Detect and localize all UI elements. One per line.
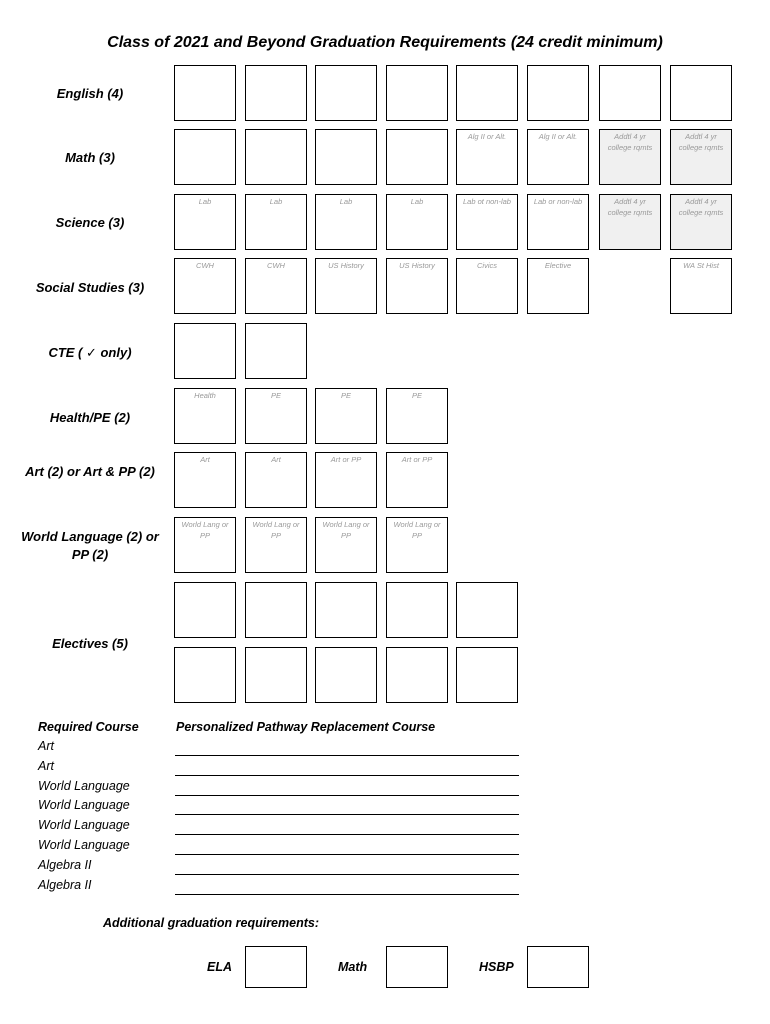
required-course-item: Algebra II: [38, 857, 92, 872]
elective-box[interactable]: [386, 582, 448, 638]
credit-box[interactable]: [456, 129, 518, 185]
credit-box[interactable]: [315, 388, 377, 444]
credit-box[interactable]: [456, 65, 518, 121]
credit-hint: Art or PP: [401, 455, 433, 464]
exam-label: HSBP: [479, 960, 514, 974]
credit-box[interactable]: [386, 517, 448, 573]
credit-box[interactable]: [315, 452, 377, 508]
credit-box[interactable]: [670, 65, 732, 121]
replacement-write-line[interactable]: [175, 874, 519, 875]
elective-box[interactable]: [456, 647, 518, 703]
row-label: English (4): [56, 86, 124, 101]
replacement-write-line[interactable]: [175, 814, 519, 815]
credit-hint: Lab or non-lab: [533, 197, 583, 206]
credit-box[interactable]: [315, 129, 377, 185]
credit-hint: Alg II or Alt.: [538, 132, 578, 141]
required-course-item: Art: [38, 758, 54, 773]
replacement-write-line[interactable]: [175, 834, 519, 835]
exam-box[interactable]: [527, 946, 589, 988]
credit-box[interactable]: [245, 323, 307, 379]
credit-hint: CWH: [196, 261, 214, 270]
additional-requirements-header: Additional graduation requirements:: [103, 916, 319, 930]
credit-box[interactable]: [174, 65, 236, 121]
credit-box[interactable]: [174, 323, 236, 379]
credit-box[interactable]: [386, 452, 448, 508]
credit-hint: Lab: [269, 197, 283, 206]
credit-hint: Addtl 4 yr college rqmts: [678, 132, 724, 152]
page-title: Class of 2021 and Beyond Graduation Requirements (24 credit minimum): [107, 34, 663, 51]
credit-hint: PE: [270, 391, 281, 400]
elective-box[interactable]: [174, 582, 236, 638]
replacement-write-line[interactable]: [175, 795, 519, 796]
pathway-replacement-header: Personalized Pathway Replacement Course: [176, 720, 436, 734]
credit-hint: World Lang or PP: [181, 520, 229, 540]
credit-hint: PE: [411, 391, 422, 400]
credit-box[interactable]: [599, 65, 661, 121]
credit-box[interactable]: [386, 258, 448, 314]
row-label: Health/PE (2): [49, 410, 131, 425]
credit-box[interactable]: [245, 388, 307, 444]
credit-box[interactable]: [174, 129, 236, 185]
elective-box[interactable]: [315, 582, 377, 638]
credit-box[interactable]: [386, 388, 448, 444]
credit-hint: Health: [194, 391, 216, 400]
row-label: World Language (2) or PP (2): [21, 529, 159, 562]
credit-hint: World Lang or PP: [393, 520, 441, 540]
row-label: CTE ( ✓ only): [48, 345, 132, 360]
credit-hint: PE: [340, 391, 351, 400]
credit-box[interactable]: [315, 194, 377, 250]
credit-box[interactable]: [386, 194, 448, 250]
credit-hint: Lab: [339, 197, 353, 206]
credit-hint: Lab ot non-lab: [463, 197, 511, 206]
credit-box[interactable]: [527, 194, 589, 250]
elective-box[interactable]: [315, 647, 377, 703]
credit-hint: World Lang or PP: [322, 520, 370, 540]
credit-box[interactable]: [245, 65, 307, 121]
replacement-write-line[interactable]: [175, 755, 519, 756]
required-course-item: World Language: [38, 818, 130, 833]
credit-box[interactable]: [456, 194, 518, 250]
credit-box[interactable]: [670, 194, 732, 250]
required-course-item: World Language: [38, 798, 130, 813]
credit-box[interactable]: [527, 258, 589, 314]
credit-box[interactable]: [315, 65, 377, 121]
exam-label: ELA: [207, 960, 232, 974]
required-course-header: Required Course: [38, 720, 139, 734]
row-label: Art (2) or Art & PP (2): [25, 464, 155, 479]
credit-box[interactable]: [174, 452, 236, 508]
credit-hint: Art: [200, 455, 210, 464]
credit-hint: US History: [399, 261, 435, 270]
exam-box[interactable]: [386, 946, 448, 988]
elective-box[interactable]: [245, 582, 307, 638]
credit-box[interactable]: [386, 65, 448, 121]
credit-box[interactable]: [315, 258, 377, 314]
credit-box[interactable]: [174, 388, 236, 444]
exam-box[interactable]: [245, 946, 307, 988]
credit-hint: Art: [271, 455, 281, 464]
credit-box[interactable]: [174, 194, 236, 250]
credit-box[interactable]: [245, 129, 307, 185]
credit-hint: Art or PP: [330, 455, 362, 464]
credit-box[interactable]: [174, 517, 236, 573]
credit-hint: WA St Hist: [683, 261, 719, 270]
credit-box[interactable]: [174, 258, 236, 314]
required-course-item: World Language: [38, 838, 130, 852]
elective-box[interactable]: [174, 647, 236, 703]
elective-box[interactable]: [456, 582, 518, 638]
credit-hint: Alg II or Alt.: [467, 132, 507, 141]
elective-box[interactable]: [245, 647, 307, 703]
credit-box[interactable]: [527, 65, 589, 121]
row-label: Science (3): [55, 215, 125, 230]
required-course-item: Art: [38, 739, 54, 753]
credit-box[interactable]: [599, 129, 661, 185]
exam-label: Math: [338, 960, 368, 974]
credit-hint: Elective: [544, 261, 572, 270]
credit-box[interactable]: [599, 194, 661, 250]
credit-hint: Addtl 4 yr college rqmts: [607, 132, 653, 152]
credit-box[interactable]: [245, 258, 307, 314]
credit-box[interactable]: [527, 129, 589, 185]
credit-hint: CWH: [267, 261, 285, 270]
credit-hint: Lab: [198, 197, 212, 206]
replacement-write-line[interactable]: [175, 854, 519, 855]
credit-hint: Addtl 4 yr college rqmts: [678, 197, 724, 217]
credit-box[interactable]: [456, 258, 518, 314]
credit-box[interactable]: [245, 517, 307, 573]
required-course-item: Algebra II: [38, 877, 92, 892]
elective-box[interactable]: [386, 647, 448, 703]
credit-box[interactable]: [245, 452, 307, 508]
credit-hint: Civics: [477, 261, 497, 270]
credit-hint: US History: [328, 261, 364, 270]
row-label: Social Studies (3): [35, 280, 145, 295]
credit-box[interactable]: [245, 194, 307, 250]
required-course-item: World Language: [38, 778, 130, 793]
electives-label: Electives (5): [52, 636, 128, 651]
credit-hint: Lab: [410, 197, 424, 206]
credit-hint: World Lang or PP: [252, 520, 300, 540]
credit-box[interactable]: [315, 517, 377, 573]
row-label: Math (3): [65, 150, 115, 165]
credit-hint: Addtl 4 yr college rqmts: [607, 197, 653, 217]
credit-box[interactable]: [670, 129, 732, 185]
credit-box[interactable]: [386, 129, 448, 185]
credit-box[interactable]: [670, 258, 732, 314]
replacement-write-line[interactable]: [175, 775, 519, 776]
replacement-write-line[interactable]: [175, 894, 519, 895]
